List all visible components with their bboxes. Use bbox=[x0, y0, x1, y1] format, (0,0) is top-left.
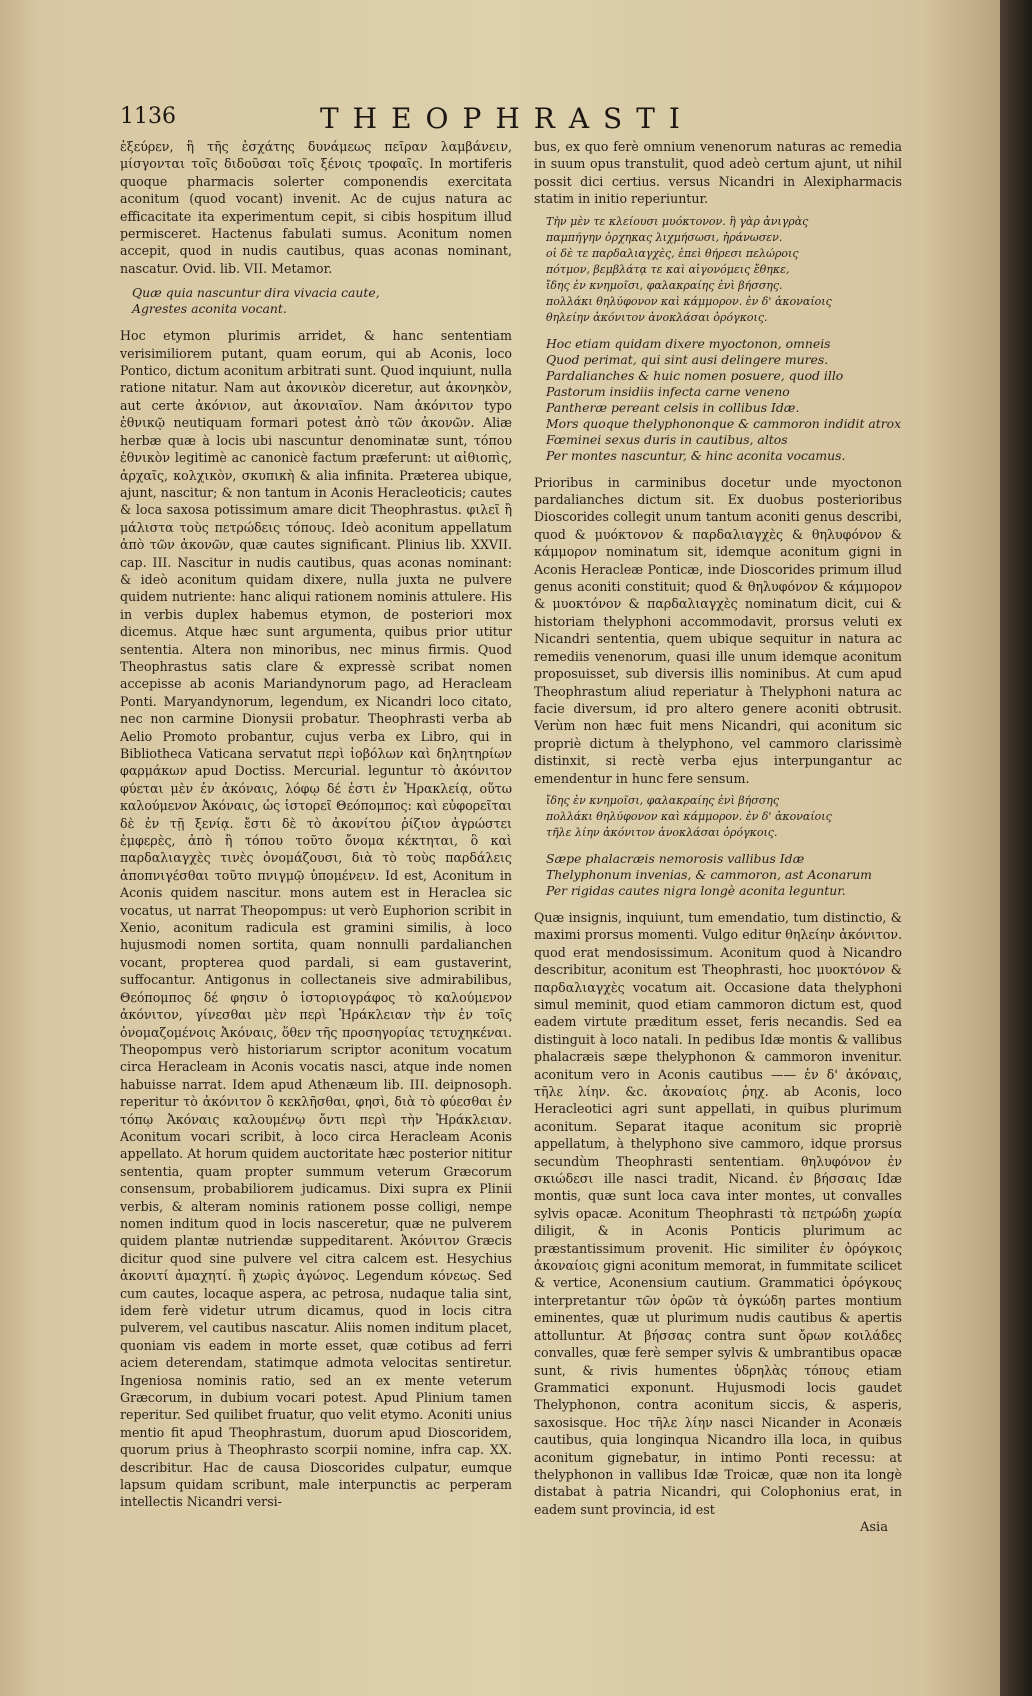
paragraph: Quæ insignis, inquiunt, tum emendatio, tum distinctio, & maximi prorsus momenti. Vulgo editur θηλείην ἀκόνιτον. quod erat mendosissimum. Aconitum quod à Nicandro describitur, aconitum est Theophrasti, hoc μυοκτόνον & παρδαλιαγχὲς vocatum ait. Occasione data thelyphoni simul meminit, quod etiam cammoron dictum est, quod eadem virtute præditum esset, feris necandis. Sed ea distinguit à loco natali. In pedibus Idæ montis & vallibus phalacræis sæpe thelyphonon & cammoron invenitur. aconitum vero in Aconis cautibus —— ἐν δ' ἀκόναις, τῆλε λίην. &c. ἀκοναίοις ῥηχ. ab Aconis, loco Heracleotici agri sunt appellati, in quibus plurimum aconitum. Separat itaque aconitum sic propriè appellatum, à thelyphono sive cammoro, idque prorsus secundùm Theophrasti sententiam. θηλυφόνον ἐν σκιώδεσι ille nasci tradit, Nicand. ἐν βήσσαις Idæ montis, quæ sunt loca cava inter montes, ut convalles sylvis opacæ. Aconitum Theophrasti τὰ πετρώδη χωρία diligit, & in Aconis Ponticis plurimum ac præstantissimum provenit. Hic similiter ἐν ὀρόγκοις ἀκοναίοις gigni aconitum memorat, in fummitate scilicet & vertice, Aconensium cautium. Grammatici ὀρόγκους interpretantur τῶν ὀρῶν τὰ ὀγκώδη partes montium eminentes, quæ ut plurimum nudis cautibus & apertis attolluntur. At βήσσας contra sunt ὄρων κοιλάδες convalles, quæ ferè semper sylvis & umbrantibus opacæ sunt, & rivis humentes ὑδρηλὰς τόπους etiam Grammatici exponunt. Hujusmodi locis gaudet Thelyphonon, contra aconitum siccis, & asperis, saxosisque. Hoc τῆλε λίην nasci Nicander in Aconæis cautibus, quia longinqua Nicandro illa loca, in quibus aconitum gignebatur, in intimo Ponti recessu: at thelyphonon in vallibus Idæ Troicæ, quæ non ita longè distabat à patria Nicandri, qui Colophonius erat, in eadem sunt provincia, id est bbox=[534, 909, 902, 1517]
verse-line: οἱ δὲ τε παρδαλιαγχὲς, ἐπεὶ θήρεσι πελώροις bbox=[546, 246, 799, 260]
verse-line: Pastorum insidiis infecta carne veneno bbox=[546, 383, 790, 399]
verse-block bbox=[546, 336, 902, 464]
right-column bbox=[534, 138, 902, 1538]
verse-block bbox=[132, 285, 512, 317]
paragraph: bus, ex quo ferè omnium venenorum naturas ac remedia in suum opus transtulit, quod adeò certum ajunt, ut nihil possit dici certius. versus Nicandri in Alexipharmacis statim in initio reperiuntur. bbox=[534, 139, 902, 207]
verse-line: Per rigidas cautes nigra longè aconita leguntur. bbox=[546, 882, 846, 898]
verse-line: Pardalianches & huic nomen posuere, quod illo bbox=[546, 367, 844, 383]
paragraph: ἐξεύρεν, ἢ τῆς ἐσχάτης δυνάμεως πεῖραν λαμβάνειν, μίσγονται τοῖς διδοῦσαι τοῖς ξένοις τροφαῖς. In mortiferis quoque pharmacis solerter componendis exercitata aconitum (quod vocant) invenit. Ac de cujus natura ac efficacitate ita experimentum cepit, si cibis hospitum illud permisceret. Hactenus fabulati sumus. Aconitum nomen accepit, quod in nudis cautibus, quas aconas nominant, nascatur. Ovid. lib. VII. Metamor. bbox=[120, 139, 512, 276]
verse-line: τῆλε λίην ἀκόνιτον ἀνοκλάσαι ὀρόγκοις. bbox=[546, 825, 778, 839]
verse-line: Τὴν μὲν τε κλείουσι μυόκτονον. ἣ γὰρ ἀνιγρὰς bbox=[546, 214, 809, 228]
greek-quote bbox=[546, 793, 902, 841]
page-header bbox=[120, 104, 860, 136]
verse-line: Pantheræ pereant celsis in collibus Idæ. bbox=[546, 399, 800, 415]
running-title: THEOPHRASTI bbox=[320, 102, 694, 135]
verse-line: πότμον, βεμβλάτᾳ τε καὶ αἰγονόμεις ἔθηκε, bbox=[546, 262, 790, 276]
verse-line: Thelyphonum invenias, & cammoron, ast Aconarum bbox=[546, 866, 872, 882]
paragraph: Prioribus in carminibus docetur unde myoctonon pardalianches dictum sit. Ex duobus posterioribus Dioscorides collegit unum tantum aconiti genus describi, quod & μυόκτονον & παρδαλιαγχὲς & θηλυφόνον & κάμμορον nominatum sit, idemque aconitum gigni in Aconis Heracleæ Ponticæ, inde Dioscorides primum illud genus aconiti constituit; quod & θηλυφόνον & κάμμορον & μυοκτόνον & παρδαλιαγχὲς nominatum dicit, cui & historiam thelyphoni accommodavit, prorsus veluti ex Nicandri sententia, quem ubique sequitur in natura ac remediis venenorum, quasi ille unum idemque aconitum proposuisset, sub diversis illis nominibus. At cum apud Theophrastum aliud reperiatur à Thelyphoni natura ac facie diversum, id pro altero genere aconiti obtrusit. Verùm non hæc fuit mens Nicandri, qui aconitum sic propriè dictum à thelyphono, vel cammoro clarissimè distinxit, si rectè verba ejus interpungantur ac emendentur in hunc fere sensum. bbox=[534, 474, 902, 786]
catchword: Asia bbox=[860, 1520, 888, 1535]
verse-line: Mors quoque thelyphononque & cammoron indidit atrox bbox=[546, 415, 902, 431]
paragraph: Hoc etymon plurimis arridet, & hanc sententiam verisimiliorem putant, quam eorum, qui ab Aconis, loco Pontico, dictum aconitum arbitrati sunt. Quod inquiunt, nulla ratione nitatur. Nam aut ἀκονικὸν diceretur, aut ἀκονηκὸν, aut certe ἀκόνιον, aut ἀκονιαῖον. Nam ἀκόνιτον typo ἐθνικῷ neutiquam formari potest ἀπὸ τῶν ἀκονῶν. Aliæ herbæ quæ à locis ubi nascuntur denominatæ sunt, τόπου ἐθνικὸν legitimè ac canonicè factum præferunt: ut αἰθιοπὶς, ἀρχαῖς, κολχικὸν, σκυπικὴ & alia infinita. Præterea ubique, ajunt, nascitur; & non tantum in Aconis Heracleoticis; cautes & loca saxosa potissimum amare dicit Theophrastus. φιλεῖ ἢ μάλιστα τοὺς πετρώδεις τόπους. Ideò aconitum appellatum ἀπὸ τῶν ἀκονῶν, quæ cautes significant. Plinius lib. XXVII. cap. III. Nascitur in nudis cautibus, quas aconas nominant: & ideò aconitum quidam dixere, nulla juxta ne pulvere quidem nutriente: hanc aliqui rationem nominis attulere. His in verbis duplex habemus etymon, de posteriori mox dicemus. Atque hæc sunt argumenta, quibus prior utitur sententia. Altera non minoribus, nec minus firmis. Quod Theophrastus satis clare & expressè scribat nomen accepisse ab aconis Mariandynorum pago, ad Heracleam Ponti. Maryandynorum, legendum, ex Nicandri loco citato, nec non carmine Dionysii probatur. Theophrasti verba ab Aelio Promoto probantur, cujus verba ex Libro, qui in Bibliotheca Vaticana servatut περὶ ἰοβόλων καὶ δηλητηρίων φαρμάκων apud Doctiss. Mercurial. leguntur τὸ ἀκόνιτον φύεται μὲν ἐν ἀκόναις, λόφῳ δέ ἐστι ἐν Ἡρακλείᾳ, οὕτω καλούμενον Ἀκόναις, ὡς ἱστορεῖ Θεόπομπος: καὶ εὐφορεῖται δὲ ἐν τῇ ξενίᾳ. ἔστι δὲ τὸ ἀκονίτου ῥίζιον ἀγρώστει ἐμφερὲς, ἀπὸ ἢ τόπου τοῦτο ὄνομα κέκτηται, ὃ καὶ παρδαλιαγχὲς τινὲς ὀνομάζουσι, διὰ τὸ τοὺς παρδάλεις ἀποπνιγέσθαι τοῦτο πνιγμῷ ὑπομένειν. Id est, Aconitum in Aconis quidem nascitur. mons autem est in Heraclea sic vocatus, ut narrat Theopompus: ut verò Euphorion scribit in Xenio, aconitum radicula est gramini similis, à loco hujusmodi nomen sortita, quam nonnulli pardalianchen vocant, propterea quod pardali, si eam gustaverint, suffocantur. Antigonus in collectaneis sive admirabilibus, Θεόπομπος δέ φησιν ὁ ἱστοριογράφος τὸ καλούμενον ἀκόνιτον, γίνεσθαι μὲν περὶ Ἡράκλειαν τὴν ἐν τοῖς ὀνομαζομένοις Ἀκόναις, ὅθεν τῆς προσηγορίας τετυχηκέναι. Theopompus verò historiarum scriptor aconitum vocatum circa Heracleam in Aconis vocatis nasci, atque inde nomen habuisse narrat. Idem apud Athenæum lib. III. deipnosoph. reperitur τὸ ἀκόνιτον ὃ κεκλῆσθαι, φησὶ, διὰ τὸ φύεσθαι ἐν τόπῳ Ἀκόναις καλουμένῳ ὄντι περὶ τὴν Ἡράκλειαν. Aconitum vocari scribit, à loco circa Heracleam Aconis appellato. At horum quidem auctoritate hæc posterior nititur sententia, quam propter summum veterum Græcorum consensum, probabiliorem judicamus. Dixi supra ex Plinii verbis, & alteram nominis rationem posse colligi, nempe nomen inditum quod in locis nasceretur, quæ ne pulverem quidem plantæ nutriendæ suppeditarent. Ἀκόνιτον Græcis dicitur quod sine pulvere vel citra calcem est. Hesychius ἀκονιτί ἀμαχητί. ἢ χωρὶς ἀγώνος. Legendum κόνεως. Sed cum cautes, locaque aspera, ac petrosa, nudaque talia sint, idem ferè videtur utrum dicamus, quod in locis citra pulverem, vel cautibus nascatur. Aliis nomen inditum placet, quoniam vis eadem in morte esset, quæ cotibus ad ferri aciem deterendam, statimque admota velocitas sentiretur. Ingeniosa nominis ratio, sed an ex mente veterum Græcorum, in dubium vocari potest. Apud Plinium tamen reperitur. Sed quilibet fruatur, quo velit etymo. Aconiti unius mentio fit apud Theophrastum, duorum apud Dioscoridem, quorum prius à Theophrasto scorpii nomine, infra cap. XX. describitur. Hac de causa Dioscorides culpatur, eumque lapsum quidam scribunt, male interpunctis ac perperam intellectis Nicandri versi- bbox=[120, 328, 512, 1510]
verse-line: Quæ quia nascuntur dira vivacia caute, bbox=[132, 285, 380, 301]
verse-line: θηλείην ἀκόνιτον ἀνοκλάσαι ὀρόγκοις. bbox=[546, 310, 768, 324]
verse-line: ἴδης ἐν κνημοῖσι, φαλακραίης ἐνὶ βήσσης. bbox=[546, 278, 783, 292]
verse-line: ἴδης ἐν κνημοῖσι, φαλακραίης ἐνὶ βήσσης bbox=[546, 793, 779, 807]
verse-line: Sæpe phalacræis nemorosis vallibus Idæ bbox=[546, 850, 805, 866]
book-spine bbox=[1000, 0, 1032, 1696]
verse-line: Quod perimat, qui sint ausi delingere mures. bbox=[546, 351, 829, 367]
verse-line: πολλάκι θηλύφονον καὶ κάμμορον. ἐν δ' ἀκοναίοις bbox=[546, 294, 832, 308]
verse-line: παμπήγην ὀρχηκας λιχμήσωσι, ἠράνωσεν. bbox=[546, 230, 783, 244]
page-number: 1136 bbox=[120, 104, 176, 129]
verse-line: Fœminei sexus duris in cautibus, altos bbox=[546, 431, 788, 447]
verse-block bbox=[546, 851, 902, 899]
greek-quote bbox=[546, 214, 902, 326]
verse-line: Agrestes aconita vocant. bbox=[132, 301, 287, 317]
verse-line: Per montes nascuntur, & hinc aconita vocamus. bbox=[546, 447, 846, 463]
verse-line: πολλάκι θηλύφονον καὶ κάμμορον. ἐν δ' ἀκοναίοις bbox=[546, 809, 832, 823]
left-column bbox=[120, 138, 512, 1538]
verse-line: Hoc etiam quidam dixere myoctonon, omneis bbox=[546, 335, 831, 351]
